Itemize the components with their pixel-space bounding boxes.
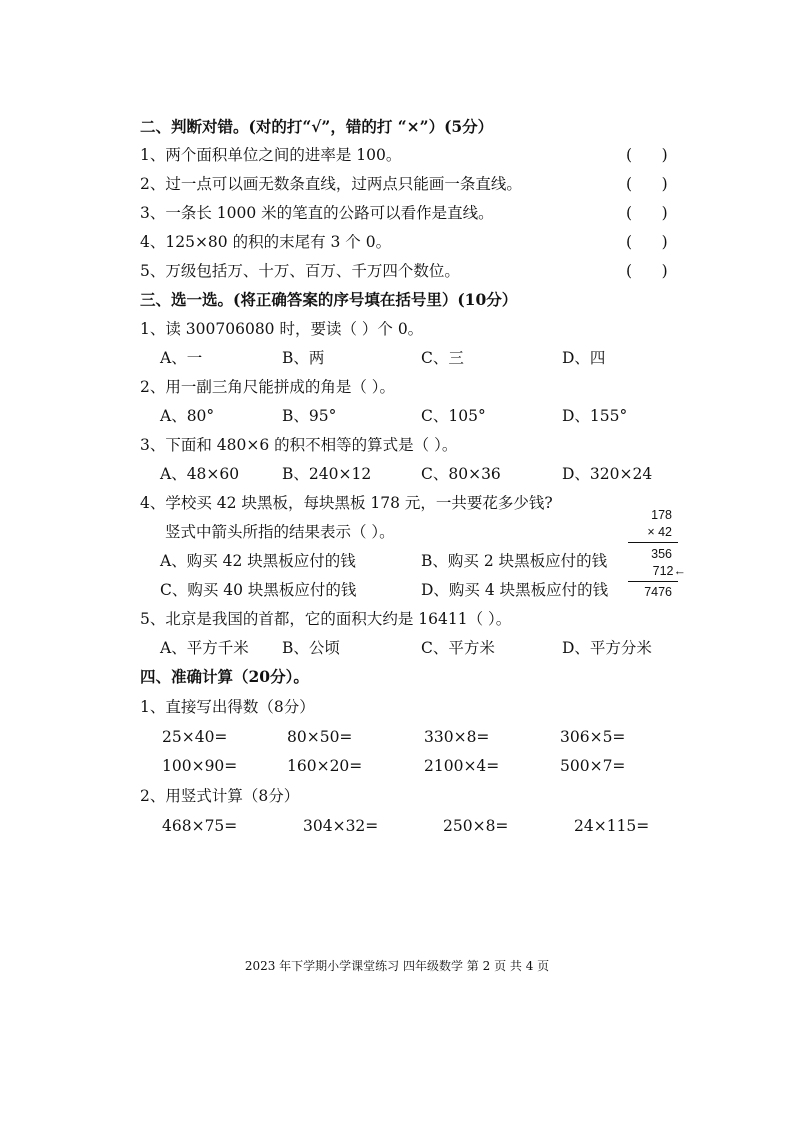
choice-q3-option-d[interactable]: D、320×24 [562,465,653,483]
calc-item-25x40: 25×40= [162,728,228,746]
judge-answer-blank-1[interactable]: ( ) [626,146,668,164]
choice-q3-text: 3、下面和 480×6 的积不相等的算式是（ ）。 [140,436,458,454]
judge-item-2: 2、过一点可以画无数条直线，过两点只能画一条直线。 [140,175,522,193]
judge-item-5: 5、万级包括万、十万、百万、千万四个数位。 [140,262,460,280]
calc-part1-title: 1、直接写出得数（8分） [140,698,315,716]
choice-q5-option-d[interactable]: D、平方分米 [562,639,652,657]
choice-q4-option-c[interactable]: C、购买 40 块黑板应付的钱 [160,581,357,599]
choice-q1-option-b[interactable]: B、两 [282,349,325,367]
calc-vertical-250x8: 250×8= [443,817,509,835]
calc-item-500x7: 500×7= [560,757,626,775]
choice-q5-option-a[interactable]: A、平方千米 [160,639,249,657]
vertical-multiplicand: 178 [651,508,672,522]
choice-q2-text: 2、用一副三角尺能拼成的角是（ ）。 [140,378,396,396]
choice-q4-option-d[interactable]: D、购买 4 块黑板应付的钱 [421,581,609,599]
calc-vertical-304x32: 304×32= [303,817,379,835]
calc-item-2100x4: 2100×4= [424,757,500,775]
judge-answer-blank-4[interactable]: ( ) [626,233,668,251]
choice-q4-option-b[interactable]: B、购买 2 块黑板应付的钱 [421,552,608,570]
calc-item-160x20: 160×20= [287,757,363,775]
choice-q2-option-d[interactable]: D、155° [562,407,628,425]
section3-heading: 三、选一选。(将正确答案的序号填在括号里）(10分） [140,290,518,309]
choice-q4-subtext: 竖式中箭头所指的结果表示（ ）。 [165,523,395,541]
vertical-multiplier: × 42 [647,525,672,539]
choice-q2-option-b[interactable]: B、95° [282,407,337,425]
calc-vertical-468x75: 468×75= [162,817,238,835]
choice-q1-option-a[interactable]: A、一 [160,349,203,367]
calc-item-330x8: 330×8= [424,728,490,746]
vertical-partial-product-1: 356 [651,547,672,561]
calc-item-306x5: 306×5= [560,728,626,746]
choice-q1-option-c[interactable]: C、三 [421,349,464,367]
choice-q1-option-d[interactable]: D、四 [562,349,606,367]
choice-q3-option-c[interactable]: C、80×36 [421,465,501,483]
section4-heading: 四、准确计算（20分）。 [140,667,309,686]
choice-q2-option-a[interactable]: A、80° [160,407,215,425]
choice-q4-option-a[interactable]: A、购买 42 块黑板应付的钱 [160,552,356,570]
vertical-rule-1 [628,542,678,543]
choice-q5-text: 5、北京是我国的首都，它的面积大约是 16411（ ）。 [140,610,512,628]
choice-q2-option-c[interactable]: C、105° [421,407,486,425]
judge-item-3: 3、一条长 1000 米的笔直的公路可以看作是直线。 [140,204,494,222]
choice-q3-option-a[interactable]: A、48×60 [160,465,240,483]
calc-item-100x90: 100×90= [162,757,238,775]
judge-item-1: 1、两个面积单位之间的进率是 100。 [140,146,402,164]
vertical-result: 7476 [644,585,672,599]
choice-q5-option-c[interactable]: C、平方米 [421,639,495,657]
vertical-multiplication [622,508,686,602]
calc-part2-title: 2、用竖式计算（8分） [140,787,300,805]
vertical-rule-2 [628,581,678,582]
judge-item-4: 4、125×80 的积的末尾有 3 个 0。 [140,233,392,251]
judge-answer-blank-3[interactable]: ( ) [626,204,668,222]
page-footer: 2023 年下学期小学课堂练习 四年级数学 第 2 页 共 4 页 [244,959,550,973]
judge-answer-blank-2[interactable]: ( ) [626,175,668,193]
calc-item-80x50: 80×50= [287,728,353,746]
choice-q1-text: 1、读 300706080 时，要读（ ）个 0。 [140,320,424,338]
choice-q5-option-b[interactable]: B、公顷 [282,639,340,657]
section2-heading: 二、判断对错。(对的打“√”，错的打 “×”）(5分） [140,117,494,136]
choice-q4-text: 4、学校买 42 块黑板，每块黑板 178 元，一共要花多少钱? [140,494,553,512]
vertical-partial-product-2: 712← [652,564,686,578]
choice-q3-option-b[interactable]: B、240×12 [282,465,372,483]
calc-vertical-24x115: 24×115= [574,817,650,835]
judge-answer-blank-5[interactable]: ( ) [626,262,668,280]
